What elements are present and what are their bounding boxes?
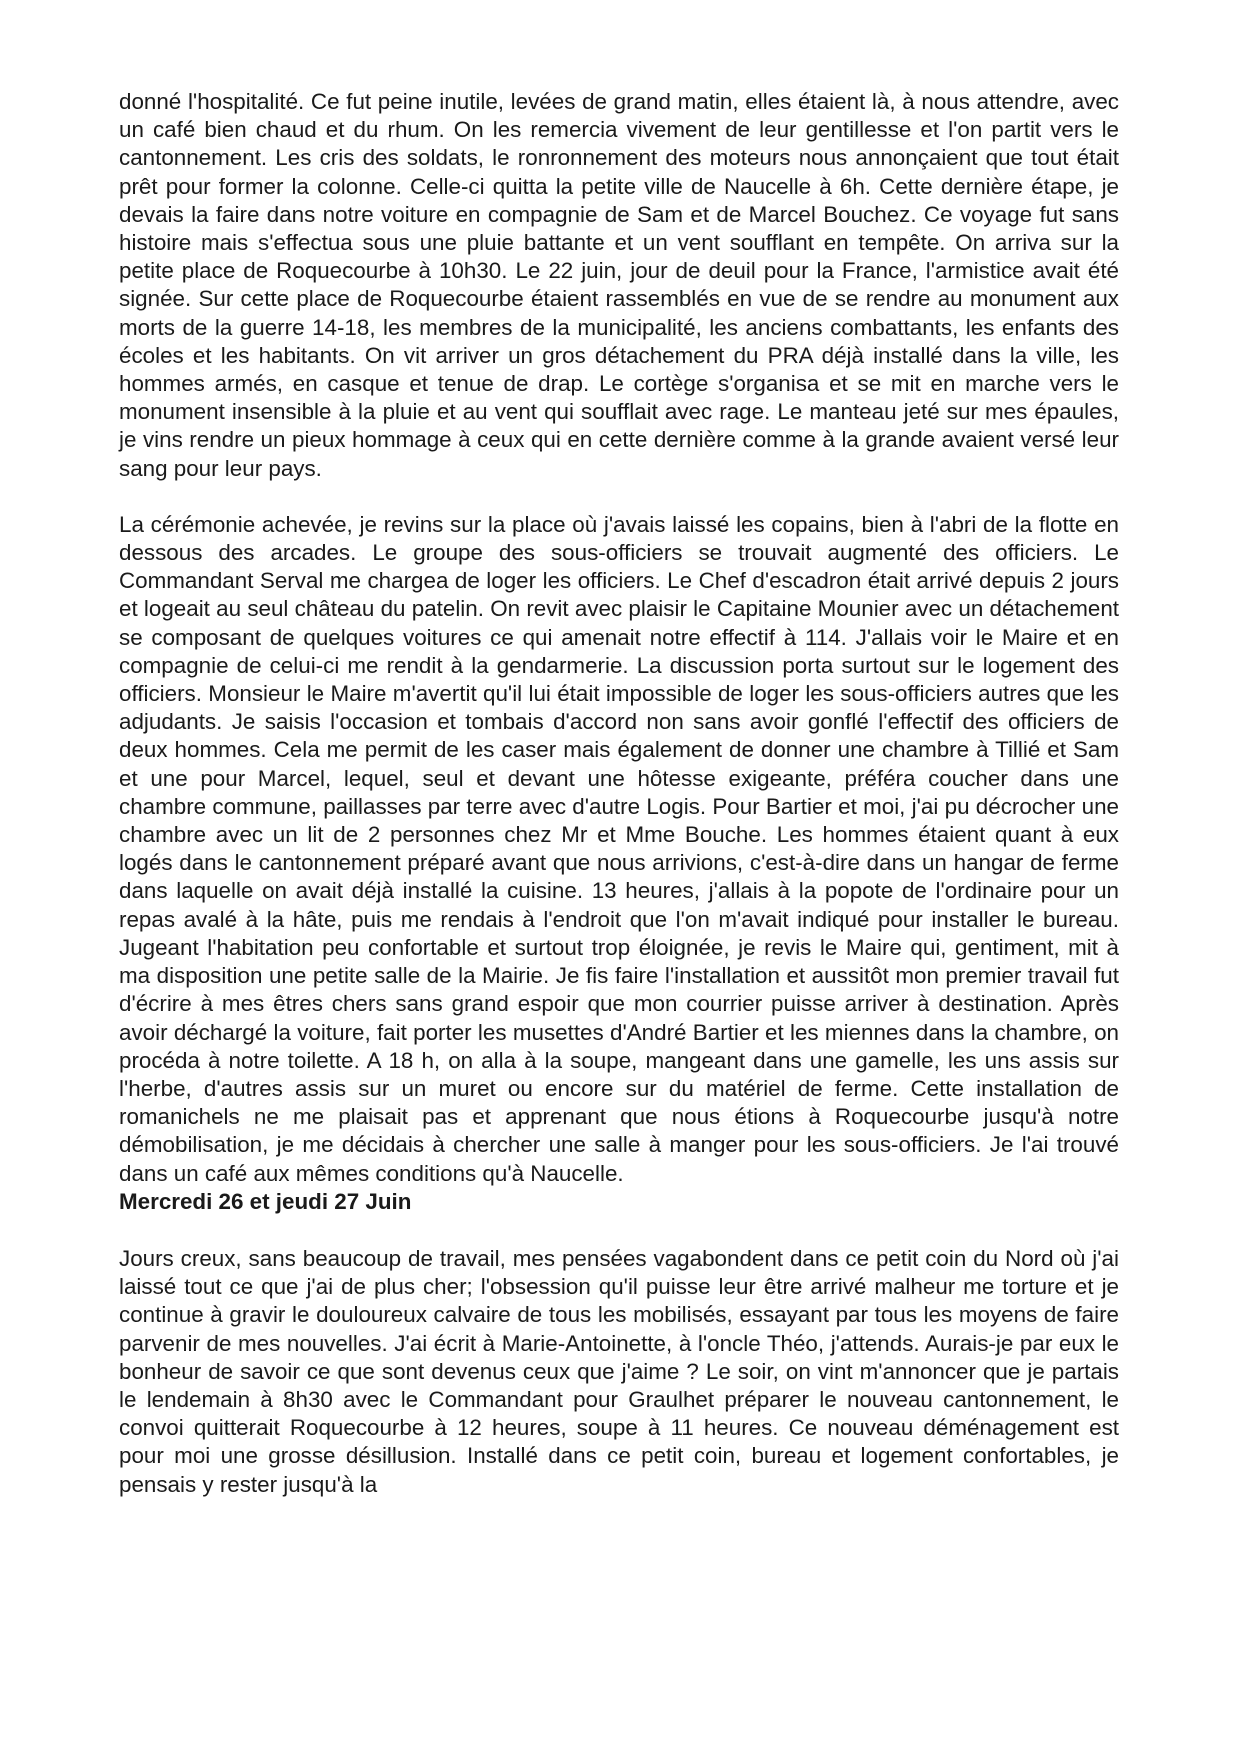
paragraph-lodging-officers: La cérémonie achevée, je revins sur la place où j'avais laissé les copains, bien à l'abri de la flotte en dessous des arcades. Le groupe des sous-officiers se trouvait augmenté des officiers. Le Commandant Serval me chargea de loger les officiers. Le Chef d'escadron était arrivé depuis 2 jours et logeait au seul château du patelin. On revit avec plaisir le Capitaine Mounier avec un détachement se composant de quelques voitures ce qui amenait notre effectif à 114. J'allais voir le Maire et en compagnie de celui-ci me rendit à la gendarmerie. La discussion porta surtout sur le logement des officiers. Monsieur le Maire m'avertit qu'il lui était impossible de loger les sous-officiers autres que les adjudants. Je saisis l'occasion et tombais d'accord non sans avoir gonflé l'effectif des officiers de deux hommes. Cela me permit de les caser mais également de donner une chambre à Tillié et Sam et une pour Marcel, lequel, seul et devant une hôtesse exigeante, préféra coucher dans une chambre commune, paillasses par terre avec d'autre Logis. Pour Bartier et moi, j'ai pu décrocher une chambre avec un lit de 2 personnes chez Mr et Mme Bouche. Les hommes étaient quant à eux logés dans le cantonnement préparé avant que nous arrivions, c'est-à-dire dans un hangar de ferme dans laquelle on avait déjà installé la cuisine. 13 heures, j'allais à la popote de l'ordinaire pour un repas avalé à la hâte, puis me rendais à l'endroit que l'on m'avait indiqué pour installer le bureau. Jugeant l'habitation peu confortable et surtout trop éloignée, je revis le Maire qui, gentiment, mit à ma disposition une petite salle de la Mairie. Je fis faire l'installation et aussitôt mon premier travail fut d'écrire à mes êtres chers sans grand espoir que mon courrier puisse arriver à destination. Après avoir déchargé la voiture, fait porter les musettes d'André Bartier et les miennes dans la chambre, on procéda à notre toilette. A 18 h, on alla à la soupe, mangeant dans une gamelle, les uns assis sur l'herbe, d'autres assis sur un muret ou encore sur du matériel de ferme. Cette installation de romanichels ne me plaisait pas et apprenant que nous étions à Roquecourbe jusqu'à notre démobilisation, je me décidais à chercher une salle à manger pour les sous-officiers. Je l'ai trouvé dans un café aux mêmes conditions qu'à Naucelle. bbox=[119, 511, 1119, 1186]
section-heading-date: Mercredi 26 et jeudi 27 Juin bbox=[119, 1188, 412, 1214]
paragraph-empty-days: Jours creux, sans beaucoup de travail, mes pensées vagabondent dans ce petit coin du Nord où j'ai laissé tout ce que j'ai de plus cher; l'obsession qu'il puisse leur être arrivé malheur me torture et je continue à gravir le douloureux calvaire de tous les mobilisés, essayant par tous les moyens de faire parvenir de mes nouvelles. J'ai écrit à Marie-Antoinette, à l'oncle Théo, j'attends. Aurais-je par eux le bonheur de savoir ce que sont devenus ceux que j'aime ? Le soir, on vint m'annoncer que je partais le lendemain à 8h30 avec le Commandant pour Graulhet préparer le nouveau cantonnement, le convoi quitterait Roquecourbe à 12 heures, soupe à 11 heures. Ce nouveau déménagement est pour moi une grosse désillusion. Installé dans ce petit coin, bureau et logement confortables, je pensais y rester jusqu'à la bbox=[119, 1245, 1119, 1497]
document-page bbox=[119, 88, 1119, 1499]
paragraph-arrival-roquecourbe: donné l'hospitalité. Ce fut peine inutile, levées de grand matin, elles étaient là, à nous attendre, avec un café bien chaud et du rhum. On les remercia vivement de leur gentillesse et l'on partit vers le cantonnement. Les cris des soldats, le ronronnement des moteurs nous annonçaient que tout était prêt pour former la colonne. Celle-ci quitta la petite ville de Naucelle à 6h. Cette dernière étape, je devais la faire dans notre voiture en compagnie de Sam et de Marcel Bouchez. Ce voyage fut sans histoire mais s'effectua sous une pluie battante et un vent soufflant en tempête. On arriva sur la petite place de Roquecourbe à 10h30. Le 22 juin, jour de deuil pour la France, l'armistice avait été signée. Sur cette place de Roquecourbe étaient rassemblés en vue de se rendre au monument aux morts de la guerre 14-18, les membres de la municipalité, les anciens combattants, les enfants des écoles et les habitants. On vit arriver un gros détachement du PRA déjà installé dans la ville, les hommes armés, en casque et tenue de drap. Le cortège s'organisa et se mit en marche vers le monument insensible à la pluie et au vent qui soufflait avec rage. Le manteau jeté sur mes épaules, je vins rendre un pieux hommage à ceux qui en cette dernière comme à la grande avaient versé leur sang pour leur pays. bbox=[119, 89, 1119, 481]
